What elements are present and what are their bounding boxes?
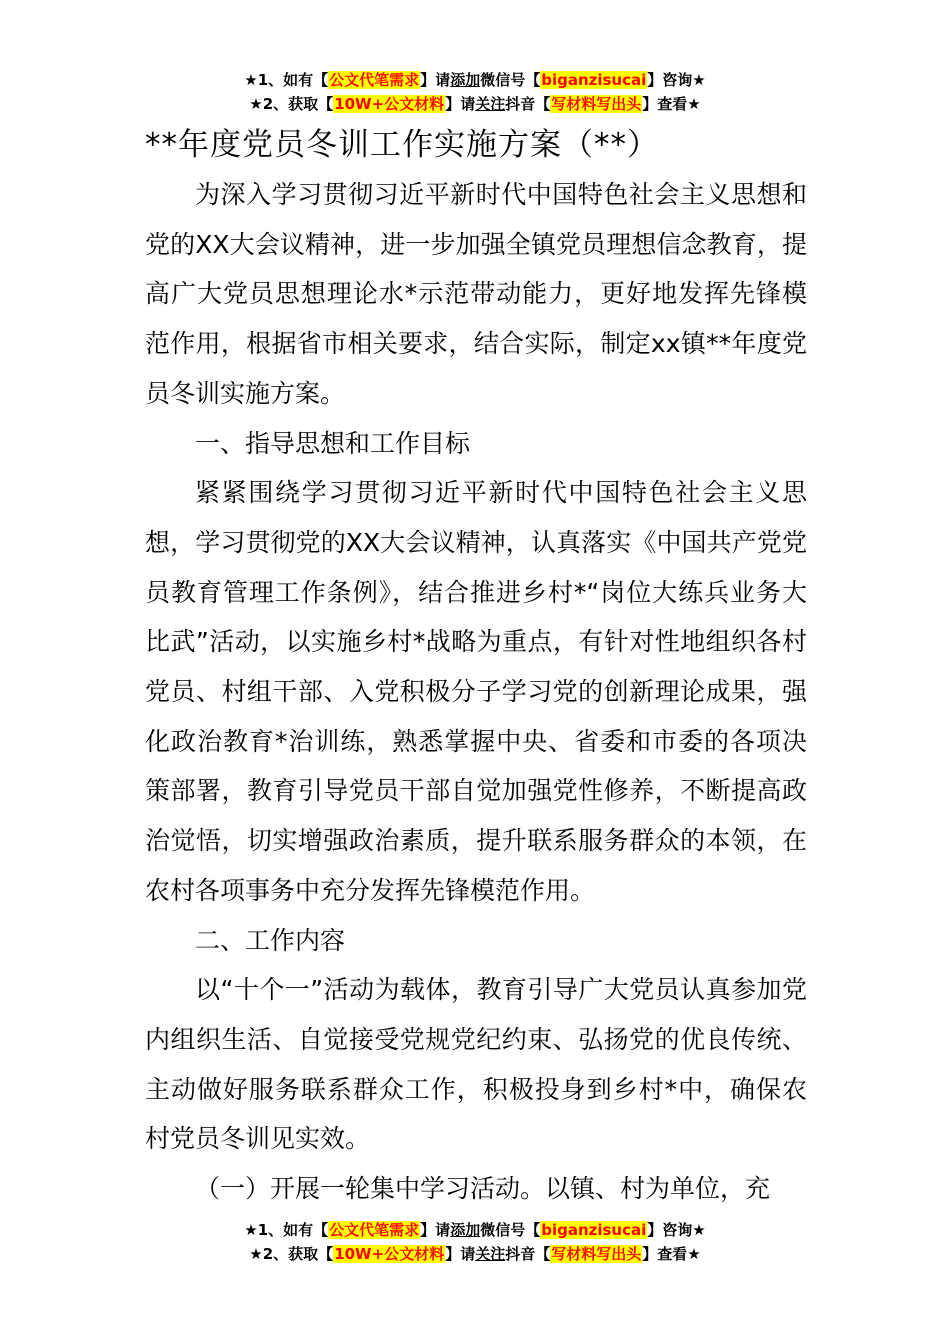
document-body [145,170,807,1214]
banner-text: 】请 [420,1221,451,1239]
footer-banner [0,1218,950,1266]
banner-text: ★2、获取【 [249,95,334,113]
banner-text: 抖音【 [505,95,551,113]
douyin-account-label: 写材料写出头 [551,1245,642,1263]
banner-text: 】请 [420,71,451,89]
banner-emphasis: 添加 [450,71,481,89]
section-heading-2: 二、工作内容 [195,925,346,955]
banner-text: ★2、获取【 [249,1245,334,1263]
section-heading-1: 一、指导思想和工作目标 [195,428,471,458]
banner-line-1 [0,68,950,92]
banner-emphasis: 添加 [450,1221,481,1239]
banner-text: 微信号【 [480,1221,541,1239]
highlight-label: 10W+公文材料 [334,1245,445,1263]
douyin-account-label: 写材料写出头 [551,95,642,113]
banner-line-2 [0,1242,950,1266]
banner-line-2 [0,92,950,116]
header-banner [0,68,950,116]
banner-text: 】查看★ [642,1245,701,1263]
banner-text: ★1、如有【 [244,71,329,89]
wechat-id-label: biganzisucai [541,1221,647,1239]
highlight-label: 公文代笔需求 [329,71,420,89]
banner-emphasis: 关注 [475,95,506,113]
banner-text: 】请 [445,1245,476,1263]
section-paragraph-1: 紧紧围绕学习贯彻习近平新时代中国特色社会主义思想，学习贯彻党的XX大会议精神，认真落实《中国共产党党员教育管理工作条例》，结合推进乡村*“岗位大练兵业务大比武”活动，以实施乡村*战略为重点，有针对性地组织各村党员、村组干部、入党积极分子学习党的创新理论成果，强化政治教育*治训练，熟悉掌握中央、省委和市委的各项决策部署，教育引导党员干部自觉加强党性修养，不断提高政治觉悟，切实增强政治素质，提升联系服务群众的本领，在农村各项事务中充分发挥先锋模范作用。 [145,478,807,905]
banner-line-1 [0,1218,950,1242]
banner-text: ★1、如有【 [244,1221,329,1239]
banner-text: 】咨询★ [647,71,706,89]
banner-text: 】请 [445,95,476,113]
document-title: **年度党员冬训工作实施方案（**） [145,127,659,163]
wechat-id-label: biganzisucai [541,71,647,89]
banner-text: 抖音【 [505,1245,551,1263]
banner-text: 微信号【 [480,71,541,89]
banner-text: 】咨询★ [647,1221,706,1239]
banner-emphasis: 关注 [475,1245,506,1263]
intro-paragraph: 为深入学习贯彻习近平新时代中国特色社会主义思想和党的XX大会议精神，进一步加强全镇党员理想信念教育，提高广大党员思想理论水*示范带动能力，更好地发挥先锋模范作用，根据省市相关要求，结合实际，制定xx镇**年度党员冬训实施方案。 [145,180,807,408]
highlight-label: 公文代笔需求 [329,1221,420,1239]
highlight-label: 10W+公文材料 [334,95,445,113]
section-paragraph-2: 以“十个一”活动为载体，教育引导广大党员认真参加党内组织生活、自觉接受党规党纪约束、弘扬党的优良传统、主动做好服务联系群众工作，积极投身到乡村*中，确保农村党员冬训见实效。 [145,975,807,1154]
subsection-paragraph-1: （一）开展一轮集中学习活动。以镇、村为单位，充 [195,1174,771,1204]
banner-text: 】查看★ [642,95,701,113]
